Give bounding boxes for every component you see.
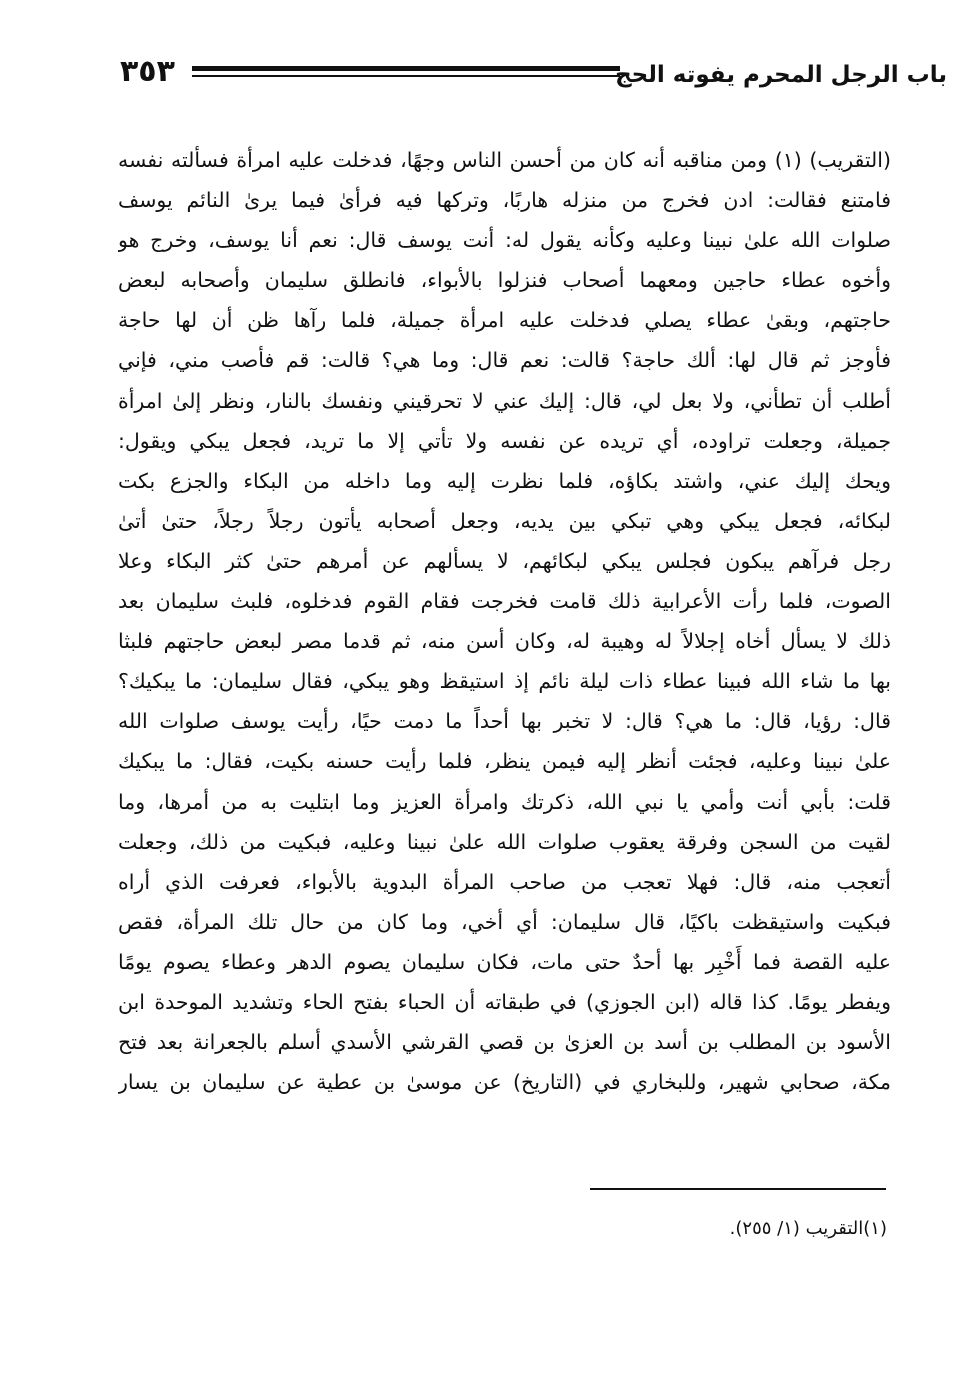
text-line: (التقريب) (١) ومن مناقبه أنه كان من أحسن الناس وجهًا، فدخلت عليه امرأة فسألته نفسه bbox=[118, 148, 891, 172]
text-line: حاجتهم، وبقىٰ عطاء يصلي فدخلت عليه امرأة جميلة، فلما رآها ظن أن لها حاجة bbox=[118, 308, 891, 333]
text-line: أطلب أن تطأني، ولا بعل لي، قال: إليك عني لا تحرقيني ونفسك بالنار، ونظر إلىٰ امرأة bbox=[118, 388, 891, 413]
text-line: أتعجب منه، قال: فهلا تعجب من صاحب المرأة البدوية بالأبواء، فعرفت الذي أراه bbox=[118, 869, 891, 894]
body-text bbox=[118, 140, 891, 1102]
text-line: علىٰ نبينا وعليه، فجئت أنظر إليه فيمن ينظر، فلما رأيت حسنه بكيت، فقال: ما يبكيك bbox=[118, 749, 891, 774]
text-line: رجل فرآهم يبكون فجلس يبكي لبكائهم، لا يسألهم عن أمرهم حتىٰ كثر البكاء وعلا bbox=[118, 548, 891, 573]
text-line: لبكائه، فجعل يبكي وهي تبكي بين يديه، وجعل أصحابه يأتون رجلاً رجلاً، حتىٰ أتىٰ bbox=[118, 508, 891, 533]
page-header bbox=[115, 52, 947, 100]
header-rule bbox=[192, 66, 620, 71]
text-line: فامتنع فقالت: ادن فخرج من منزله هاربًا، وتركها فيه فرأىٰ فيما يرىٰ النائم يوسف bbox=[118, 188, 891, 213]
footnote-divider bbox=[590, 1188, 886, 1190]
text-line: مكة، صحابي شهير، وللبخاري في (التاريخ) عن موسىٰ بن عطية عن سليمان بن يسار bbox=[118, 1070, 891, 1095]
text-line: ذلك لا يسأل أخاه إجلالاً له وهيبة له، وكان أسن منه، ثم قدما مصر لبعض حاجتهم فلبثا bbox=[118, 629, 891, 654]
text-line: الأسود بن المطلب بن أسد بن العزىٰ بن قصي القرشي الأسدي أسلم بالجعرانة بعد فتح bbox=[118, 1030, 891, 1055]
text-line: وأخوه عطاء حاجين ومعهما أصحاب فنزلوا بالأبواء، فانطلق سليمان وأصحابه لبعض bbox=[118, 268, 891, 293]
text-line: فبكيت واستيقظت باكيًا، قال سليمان: أي أخي، وما كان من حال تلك المرأة، فقص bbox=[118, 909, 891, 934]
text-line: ويحك إليك عني، واشتد بكاؤه، فلما نظرت إليه وما داخله من البكاء والجزع بكت bbox=[118, 468, 891, 493]
header-rule-thin bbox=[192, 75, 620, 77]
text-line: لقيت من السجن وفرقة يعقوب صلوات الله علىٰ نبينا وعليه، فبكيت من ذلك، وجعلت bbox=[118, 829, 891, 854]
text-line: قلت: بأبي أنت وأمي يا نبي الله، ذكرتك وامرأة العزيز وما ابتليت به من أمرها، وما bbox=[118, 789, 891, 814]
page-number: ٣٥٣ bbox=[120, 54, 175, 89]
text-line: قال: رؤيا، قال: ما هي؟ قال: لا تخبر بها أحداً ما دمت حيًا، رأيت يوسف صلوات الله bbox=[118, 709, 891, 734]
text-line: الصوت، فلما رأت الأعرابية ذلك قامت فخرجت فقام القوم فدخلوه، فلبث سليمان بعد bbox=[118, 589, 891, 614]
running-title: باب الرجل المحرم يفوته الحج bbox=[615, 62, 947, 88]
text-line: بها ما شاء الله فبينا عطاء ذات ليلة نائم إذ استيقظ وهو يبكي، فقال سليمان: ما يبكيك؟ bbox=[118, 669, 891, 694]
text-line: ويفطر يومًا. كذا قاله (ابن الجوزي) في طبقاته أن الحباء بفتح الحاء وتشديد الموحدة ابن bbox=[118, 989, 891, 1014]
footnote: (١)التقريب (١/ ٢٥٥). bbox=[729, 1218, 887, 1239]
text-line: جميلة، وجعلت تراوده، أي تريده عن نفسه ولا تأتي إلا ما تريد، فجعل يبكي ويقول: bbox=[118, 428, 891, 453]
text-line: صلوات الله علىٰ نبينا وعليه وكأنه يقول له: أنت يوسف قال: نعم أنا يوسف، وخرج هو bbox=[118, 228, 891, 253]
text-line: فأوجز ثم قال لها: ألك حاجة؟ قالت: نعم قال: وما هي؟ قالت: قم فأصب مني، فإني bbox=[118, 348, 891, 373]
text-line: عليه القصة فما أَخْبِر بها أحدٌ حتى مات، فكان سليمان يصوم الدهر وعطاء يصوم يومًا bbox=[118, 949, 891, 974]
